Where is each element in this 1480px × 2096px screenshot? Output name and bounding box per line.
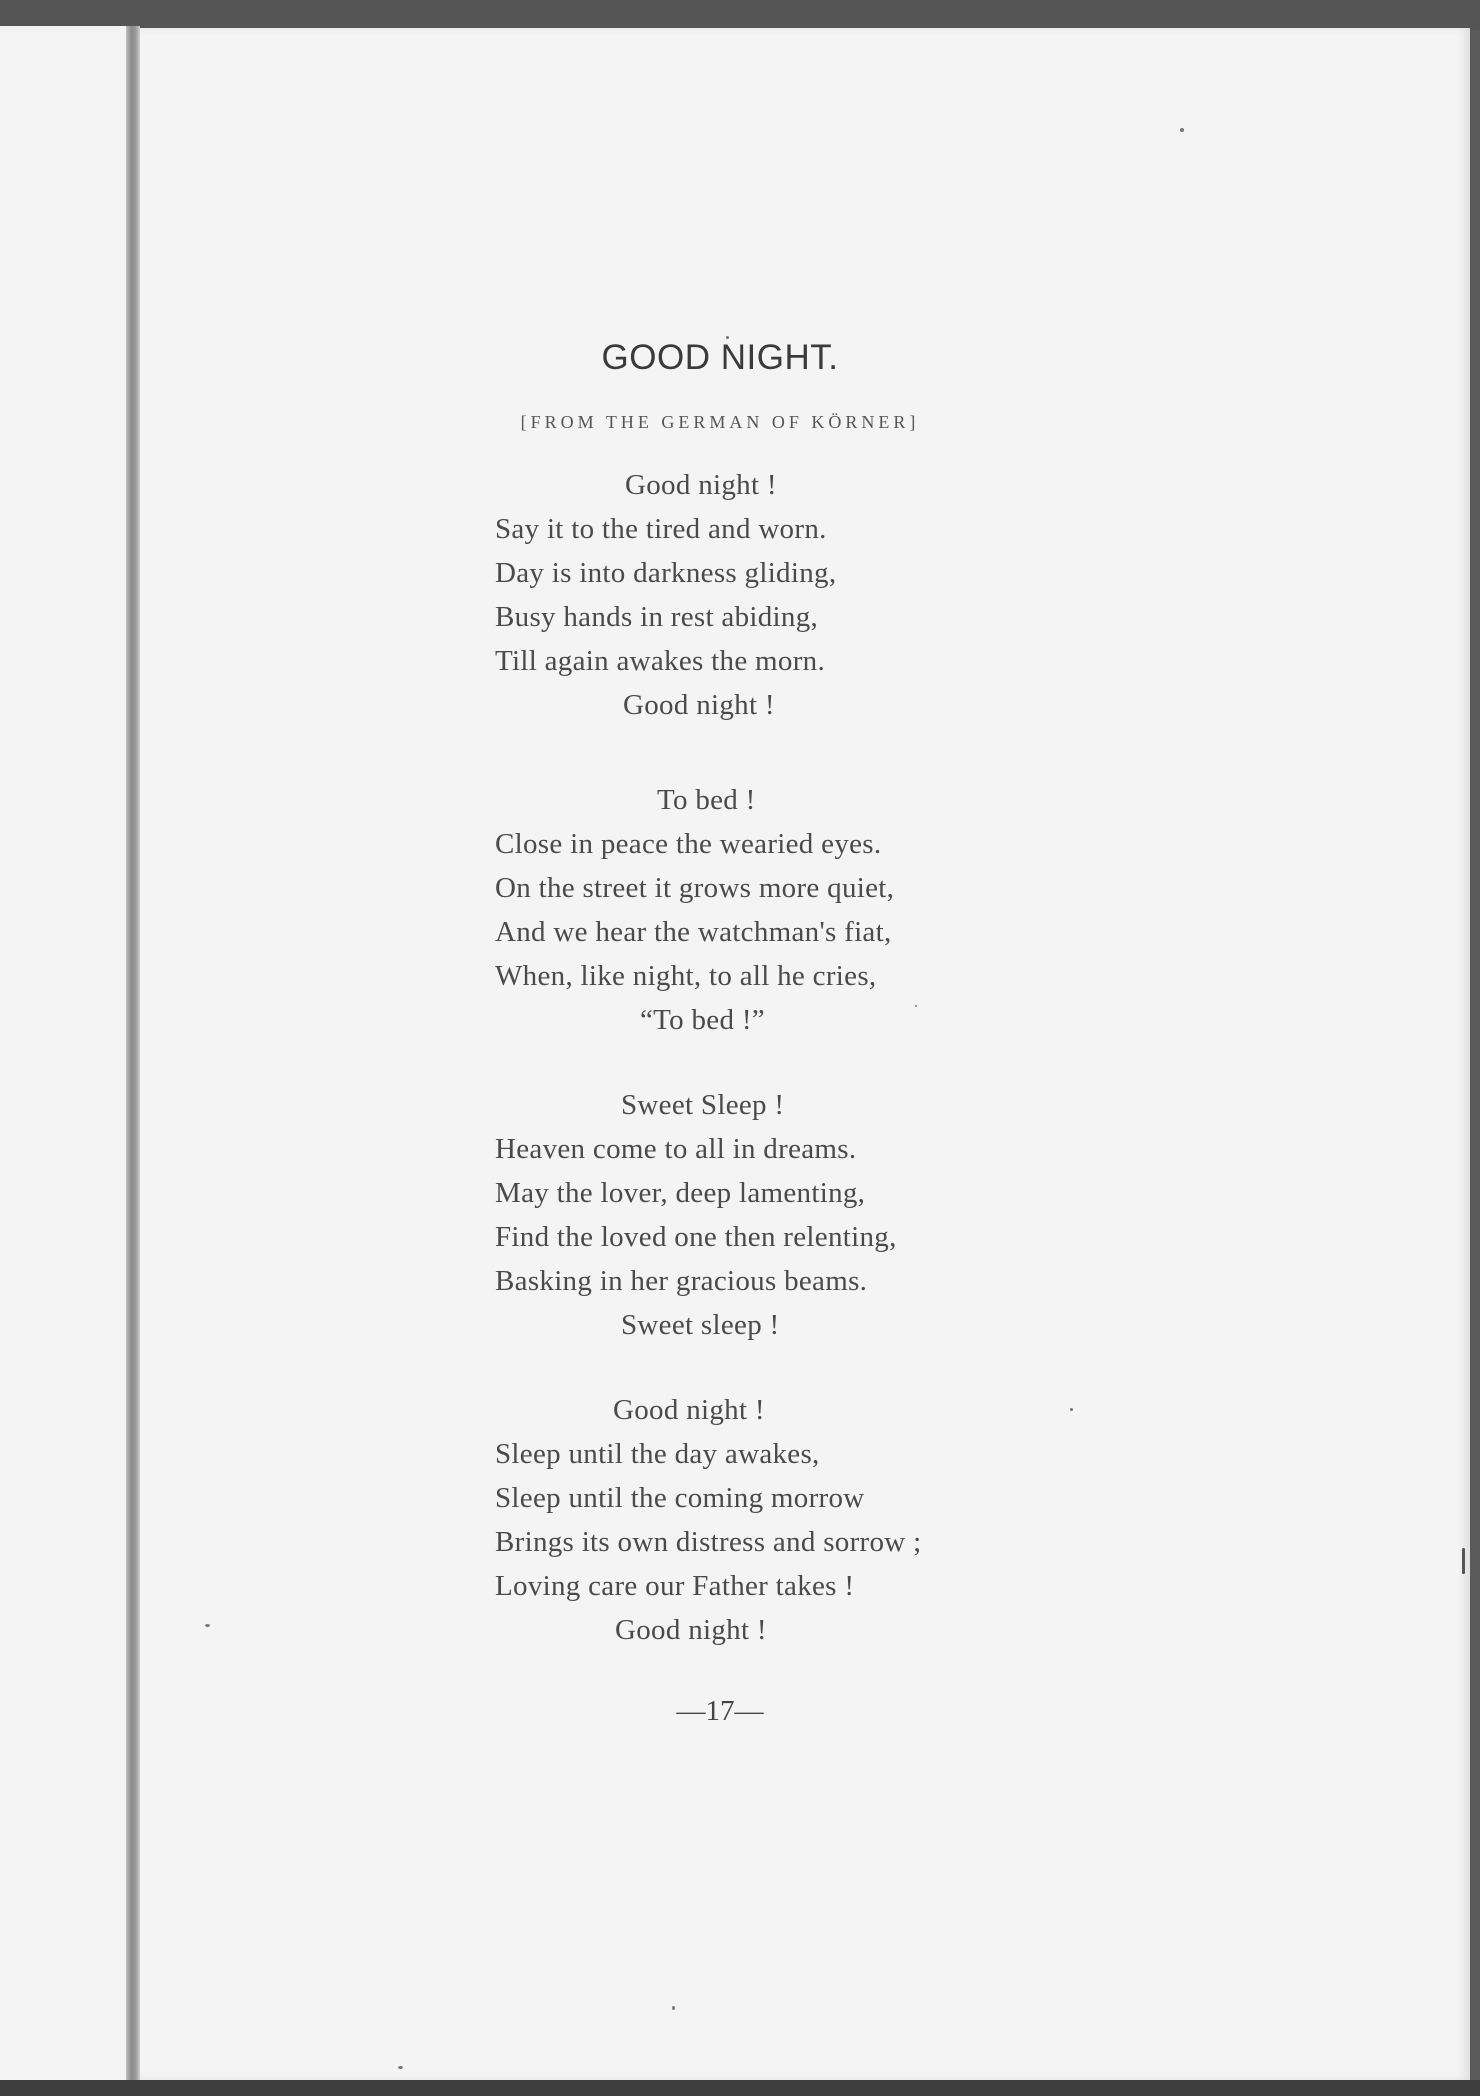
verse-line: Till again awakes the morn. — [495, 645, 826, 677]
page-number: —17— — [676, 1695, 764, 1727]
refrain-line: Good night ! — [625, 469, 777, 501]
refrain-line: To bed ! — [657, 784, 756, 816]
stanza-1 — [495, 463, 1055, 727]
poem-title: GOOD NIGHT. — [601, 338, 839, 377]
refrain-line: Good night ! — [615, 1614, 767, 1646]
refrain-line: “To bed !” — [640, 1004, 765, 1036]
verse-line: May the lover, deep lamenting, — [495, 1177, 866, 1209]
refrain-line: Sweet Sleep ! — [621, 1089, 785, 1121]
stanza-2 — [495, 778, 1055, 1042]
verse-line: Loving care our Father takes ! — [495, 1570, 855, 1602]
refrain-line: Sweet sleep ! — [621, 1309, 780, 1341]
verse-line: Day is into darkness gliding, — [495, 557, 837, 589]
verse-line: Brings its own distress and sorrow ; — [495, 1526, 922, 1558]
verse-line: Find the loved one then relenting, — [495, 1221, 897, 1253]
verse-line: Busy hands in rest abiding, — [495, 601, 819, 633]
verse-line: Say it to the tired and worn. — [495, 513, 827, 545]
refrain-line: Good night ! — [613, 1394, 765, 1426]
verse-line: Sleep until the coming morrow — [495, 1482, 865, 1514]
verse-line: When, like night, to all he cries, — [495, 960, 877, 992]
verse-line: And we hear the watchman's fiat, — [495, 916, 892, 948]
poem-attribution: [FROM THE GERMAN OF KÖRNER] — [520, 412, 920, 432]
verse-line: Heaven come to all in dreams. — [495, 1133, 857, 1165]
verse-line: Sleep until the day awakes, — [495, 1438, 820, 1470]
stanza-4 — [495, 1388, 1055, 1652]
verse-line: On the street it grows more quiet, — [495, 872, 895, 904]
stanza-3 — [495, 1083, 1055, 1347]
verse-line: Close in peace the wearied eyes. — [495, 828, 882, 860]
verse-line: Basking in her gracious beams. — [495, 1265, 868, 1297]
refrain-line: Good night ! — [623, 689, 775, 721]
